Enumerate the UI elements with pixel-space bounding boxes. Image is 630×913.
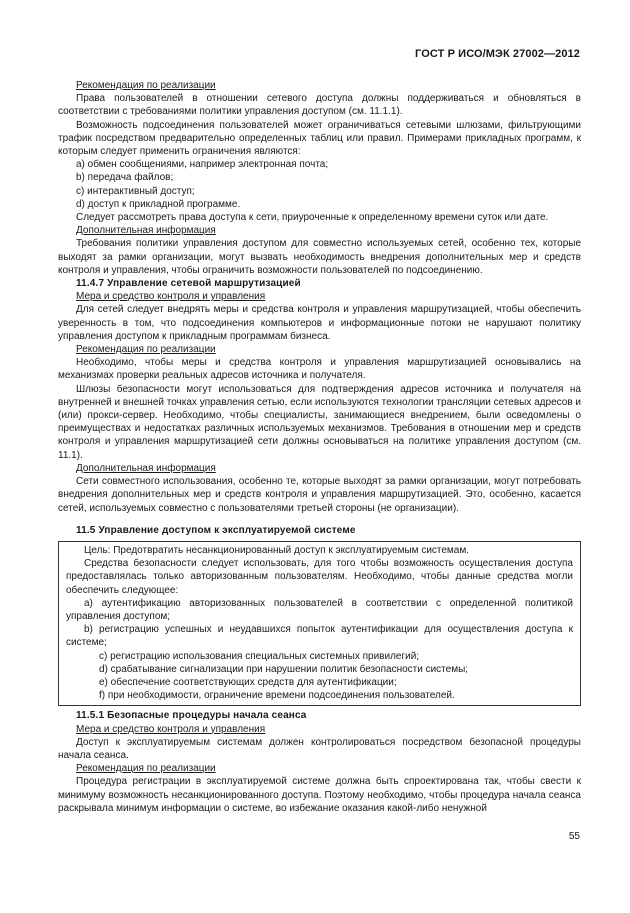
- paragraph: Возможность подсоединения пользователей может ограничиваться сетевыми шлюзами, фильтрующими трафик посредством предварительно определенных таблиц или правил. Примерами прикладных программ, к которым следует применить ограничения являются:: [58, 119, 581, 158]
- paragraph: Средства безопасности следует использовать, для того чтобы возможность осуществления доступа предоставлялась только авторизованным пользователям. Необходимо, чтобы данные средства могли обеспечить следующее:: [66, 558, 573, 596]
- paragraph: Сети совместного использования, особенно те, которые выходят за рамки организации, могут потребовать внедрения дополнительных мер и средств контроля и управления маршрутизацией. Это, особенно, касается сетей, используемых совместно с пользователями третьей стороны (не организации).: [58, 476, 581, 514]
- list-item: b) передача файлов;: [76, 172, 174, 184]
- implementation-label: Рекомендация по реализации: [76, 763, 216, 775]
- additional-info-label: Дополнительная информация: [76, 225, 216, 237]
- list-item: c) интерактивный доступ;: [76, 185, 195, 197]
- paragraph: Процедура регистрации в эксплуатируемой системе должна быть спроектирована так, чтобы свести к минимуму возможность несанкционированного доступа. Поэтому необходимо, чтобы процедура начала сеанса раскрывала минимум информации о системе, во избежание оказания какой-либо ненужной: [58, 776, 581, 814]
- paragraph: Следует рассмотреть права доступа к сети, приуроченные к определенному времени суток или дате.: [76, 212, 549, 224]
- section-heading-11-5-1: 11.5.1 Безопасные процедуры начала сеанса: [76, 710, 307, 722]
- list-item: f) при необходимости, ограничение времени подсоединения пользователей.: [99, 690, 455, 702]
- list-item: а) обмен сообщениями, например электронная почта;: [76, 159, 329, 171]
- additional-info-label: Дополнительная информация: [76, 462, 216, 474]
- objective-box: [58, 541, 581, 706]
- paragraph: Необходимо, чтобы меры и средства контроля и управления маршрутизацией основывались на механизмах проверки реальных адресов источника и получателя.: [58, 357, 581, 382]
- list-item: а) аутентификацию авторизованных пользователей в соответствии с определенной политикой управления доступом;: [66, 597, 573, 622]
- list-item: c) регистрацию использования специальных системных привилегий;: [99, 650, 420, 662]
- page-number: 55: [568, 831, 580, 842]
- implementation-label: Рекомендация по реализации: [76, 344, 216, 356]
- control-measure-label: Мера и средство контроля и управления: [76, 291, 266, 303]
- section-heading-11-5: 11.5 Управление доступом к эксплуатируемой системе: [76, 524, 356, 536]
- document-body: [58, 79, 581, 815]
- implementation-label: Рекомендация по реализации: [76, 80, 216, 91]
- paragraph: Доступ к эксплуатируемым системам должен контролироваться посредством безопасной процедуры начала сеанса.: [58, 736, 581, 761]
- paragraph: Для сетей следует внедрять меры и средства контроля и управления маршрутизацией, чтобы обеспечить уверенность в том, что подсоединения компьютеров и информационные потоки не нарушают политику управления доступом к прикладным программам бизнеса.: [58, 304, 581, 342]
- list-item: b) регистрацию успешных и неудавшихся попыток аутентификации для осуществления доступа к системе;: [66, 624, 573, 649]
- control-measure-label: Мера и средство контроля и управления: [76, 723, 266, 735]
- list-item: e) обеспечение соответствующих средств для аутентификации;: [99, 676, 397, 688]
- objective-goal: Цель: Предотвратить несанкционированный доступ к эксплуатируемым системам.: [84, 544, 470, 556]
- document-code: ГОСТ Р ИСО/МЭК 27002—2012: [415, 48, 580, 60]
- section-heading-11-4-7: 11.4.7 Управление сетевой маршрутизацией: [76, 278, 301, 290]
- list-item: d) срабатывание сигнализации при нарушении политик безопасности системы;: [99, 663, 469, 675]
- paragraph: Шлюзы безопасности могут использоваться для подтверждения адресов источника и получателя на внутренней и внешней точках управления сетью, если используются технологии трансляции сетевых адресов и (или) прокси-сервер. Необходимо, чтобы специалисты, занимающиеся внедрением, были осведомлены о преимуществах и недостатках различных используемых механизмов. Требования в отношении мер и средств контроля и управления маршрутизацией сети должны основываться на политике управления доступом (см. 11.1).: [58, 383, 581, 461]
- paragraph: Права пользователей в отношении сетевого доступа должны поддерживаться и обновляться в соответствии с требованиями политики управления доступом (см. 11.1.1).: [58, 93, 581, 118]
- list-item: d) доступ к прикладной программе.: [76, 198, 241, 210]
- paragraph: Требования политики управления доступом для совместно используемых сетей, особенно тех, которые выходят за рамки организации, могут вызвать необходимость внедрения дополнительных мер и средств контроля и управления, чтобы ограничить возможности пользователей по подсоединению.: [58, 238, 581, 276]
